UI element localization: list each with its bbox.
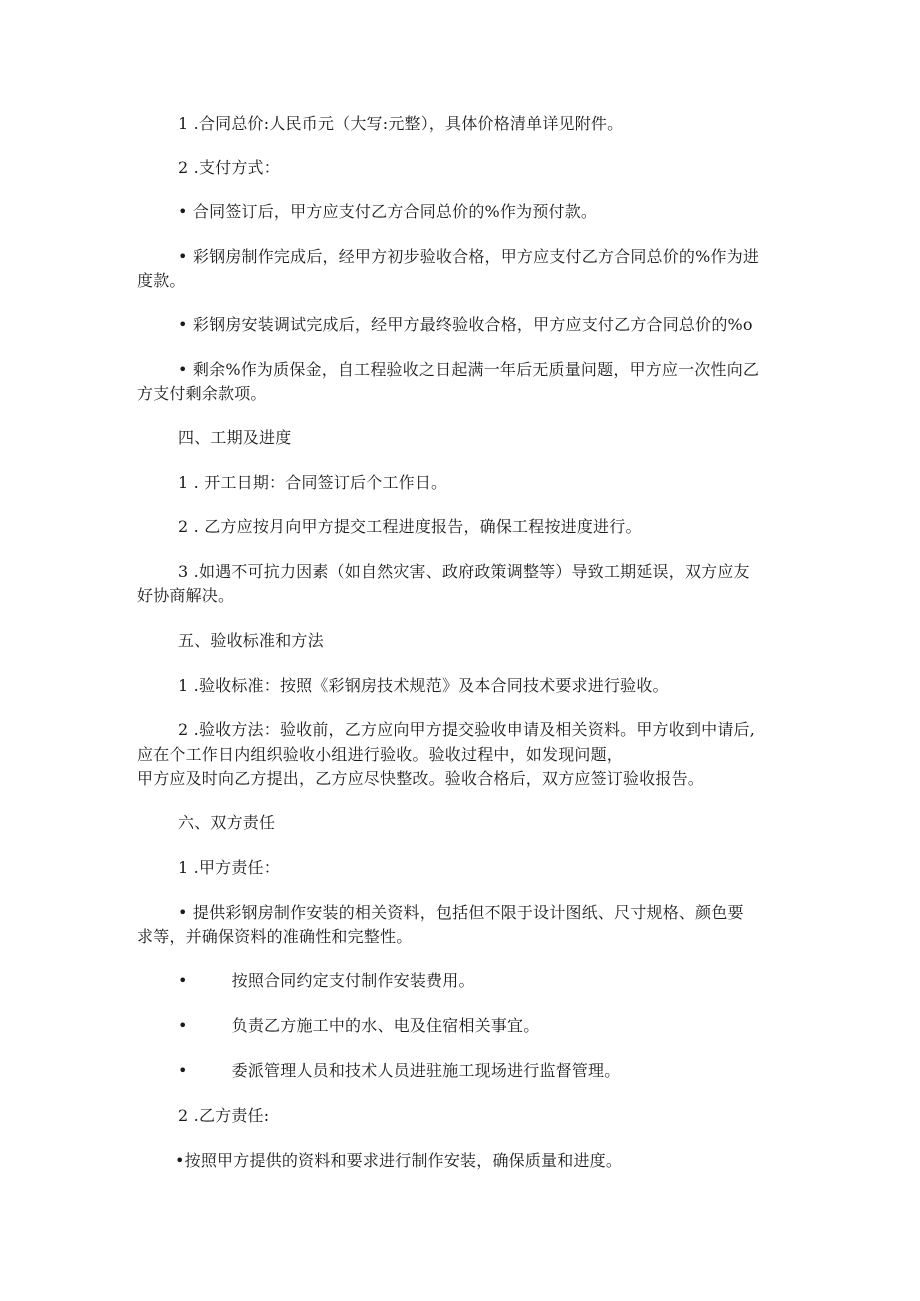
payment-bullet-2-line-2: 度款。: [137, 271, 186, 290]
section-4-item-3-line-1: 3 .如遇不可抗力因素（如自然灾害、政府政策调整等）导致工期延误，双方应友: [178, 562, 750, 581]
section-5-title: 五、验收标准和方法: [178, 631, 324, 650]
party-a-heading: 1 .甲方责任：: [178, 858, 280, 877]
price-item: 1 .合同总价:人民币元（大写:元整），具体价格清单详见附件。: [178, 114, 624, 133]
payment-bullet-1: • 合同签订后，甲方应支付乙方合同总价的%作为预付款。: [178, 202, 598, 221]
section-5-item-2-line-3: 甲方应及时向乙方提出，乙方应尽快整改。验收合格后，双方应签订验收报告。: [137, 769, 705, 788]
payment-heading: 2 .支付方式：: [178, 158, 280, 177]
party-b-bullet-1: •按照甲方提供的资料和要求进行制作安装，确保质量和进度。: [175, 1151, 623, 1170]
party-a-bullet-4-text: 委派管理人员和技术人员进驻施工现场进行监督管理。: [231, 1061, 621, 1080]
section-5-item-2-line-1: 2 .验收方法：验收前，乙方应向甲方提交验收申请及相关资料。甲方收到中请后,: [178, 720, 756, 739]
section-4-title: 四、工期及进度: [178, 428, 292, 447]
section-5-item-2-line-2: 应在个工作日内组织验收小组进行验收。验收过程中，如发现问题，: [137, 745, 624, 764]
payment-bullet-4-line-1: • 剩余%作为质保金，自工程验收之日起满一年后无质量问题，甲方应一次性向乙: [178, 360, 760, 379]
party-b-heading: 2 .乙方责任:: [178, 1106, 270, 1125]
section-4-item-2: 2 . 乙方应按月向甲方提交工程进度报告，确保工程按进度进行。: [178, 517, 642, 536]
party-a-bullet-3-text: 负责乙方施工中的水、电及住宿相关事宜。: [231, 1016, 540, 1035]
bullet-mark: •: [178, 971, 188, 990]
party-a-bullet-1-line-1: • 提供彩钢房制作安装的相关资料，包括但不限于设计图纸、尺寸规格、颜色要: [178, 903, 744, 922]
section-4-item-3-line-2: 好协商解决。: [137, 586, 235, 605]
bullet-mark: •: [178, 1016, 188, 1035]
party-a-bullet-3: [178, 1015, 539, 1037]
payment-bullet-2-line-1: • 彩钢房制作完成后，经甲方初步验收合格，甲方应支付乙方合同总价的%作为进: [178, 247, 760, 266]
payment-bullet-4-line-2: 方支付剩余款项。: [137, 384, 267, 403]
payment-bullet-3: • 彩钢房安装调试完成后，经甲方最终验收合格，甲方应支付乙方合同总价的%o: [178, 315, 753, 334]
party-a-bullet-4: [178, 1060, 620, 1082]
section-5-item-1: 1 .验收标准：按照《彩钢房技术规范》及本合同技术要求进行验收。: [178, 676, 669, 695]
section-4-item-1: 1 . 开工日期：合同签订后个工作日。: [178, 473, 448, 492]
party-a-bullet-2-text: 按照合同约定支付制作安装费用。: [231, 971, 475, 990]
bullet-mark: •: [178, 1061, 188, 1080]
party-a-bullet-2: [178, 970, 475, 992]
party-a-bullet-1-line-2: 求等，并确保资料的准确性和完整性。: [137, 927, 413, 946]
section-6-title: 六、双方责任: [178, 813, 276, 832]
